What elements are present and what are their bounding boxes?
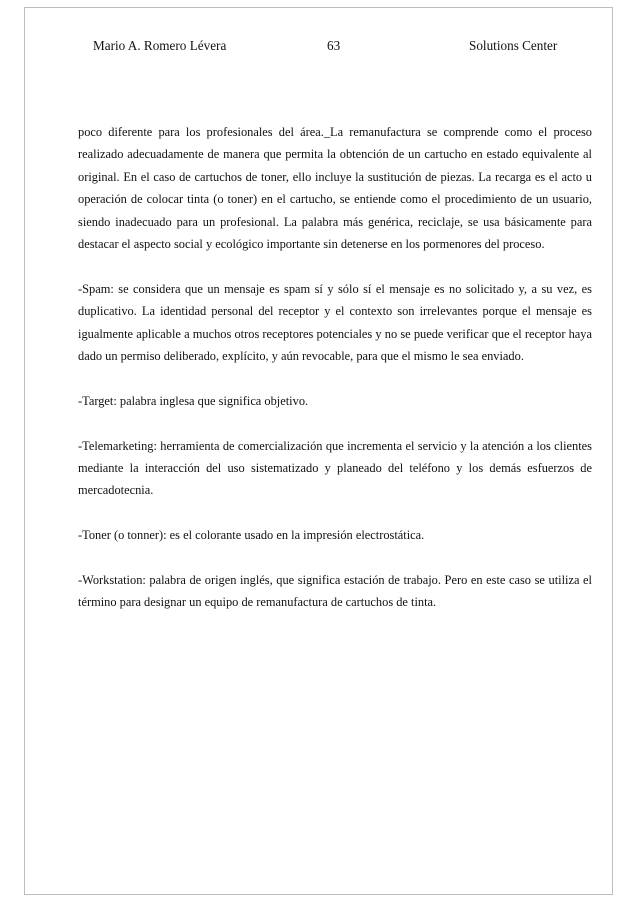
header-author: Mario A. Romero Lévera — [93, 38, 227, 53]
paragraph-remanufactura: poco diferente para los profesionales del área._La remanufactura se comprende como el proceso realizado adecuadamente de manera que permita la obtención de un cartucho en estado equivalente al original. En el caso de cartuchos de toner, ello incluye la sustitución de piezas. La recarga es el acto u operación de colocar tinta (o toner) en el cartucho, se entiende como el procedimiento de un usuario, siendo inadecuado para un profesional. La palabra más genérica, reciclaje, se usa básicamente para destacar el aspecto social y ecológico importante sin detenerse en los pormenores del proceso. — [78, 125, 592, 252]
document-body — [78, 121, 592, 636]
paragraph-workstation: -Workstation: palabra de origen inglés, que significa estación de trabajo. Pero en este caso se utiliza el término para designar un equipo de remanufactura de cartuchos de tinta. — [78, 573, 592, 610]
paragraph-telemarketing: -Telemarketing: herramienta de comercialización que incrementa el servicio y la atención a los clientes mediante la interacción del uso sistematizado y planeado del teléfono y los demás esfuerzos de mercadotecnia. — [78, 438, 592, 498]
header-page-number: 63 — [327, 38, 341, 53]
page-header — [0, 38, 638, 54]
paragraph-spam: -Spam: se considera que un mensaje es spam sí y sólo sí el mensaje es no solicitado y, a su vez, es duplicativo. La identidad personal del receptor y el contexto son irrelevantes porque el mensaje es igualmente aplicable a muchos otros receptores potenciales y no se puede verificar que el receptor haya dado un permiso deliberado, explícito, y aún revocable, para que el mismo le sea enviado. — [78, 281, 592, 364]
paragraph-target: -Target: palabra inglesa que significa objetivo. — [78, 393, 309, 408]
header-company: Solutions Center — [469, 38, 558, 53]
paragraph-toner: -Toner (o tonner): es el colorante usado en la impresión electrostática. — [78, 528, 425, 543]
